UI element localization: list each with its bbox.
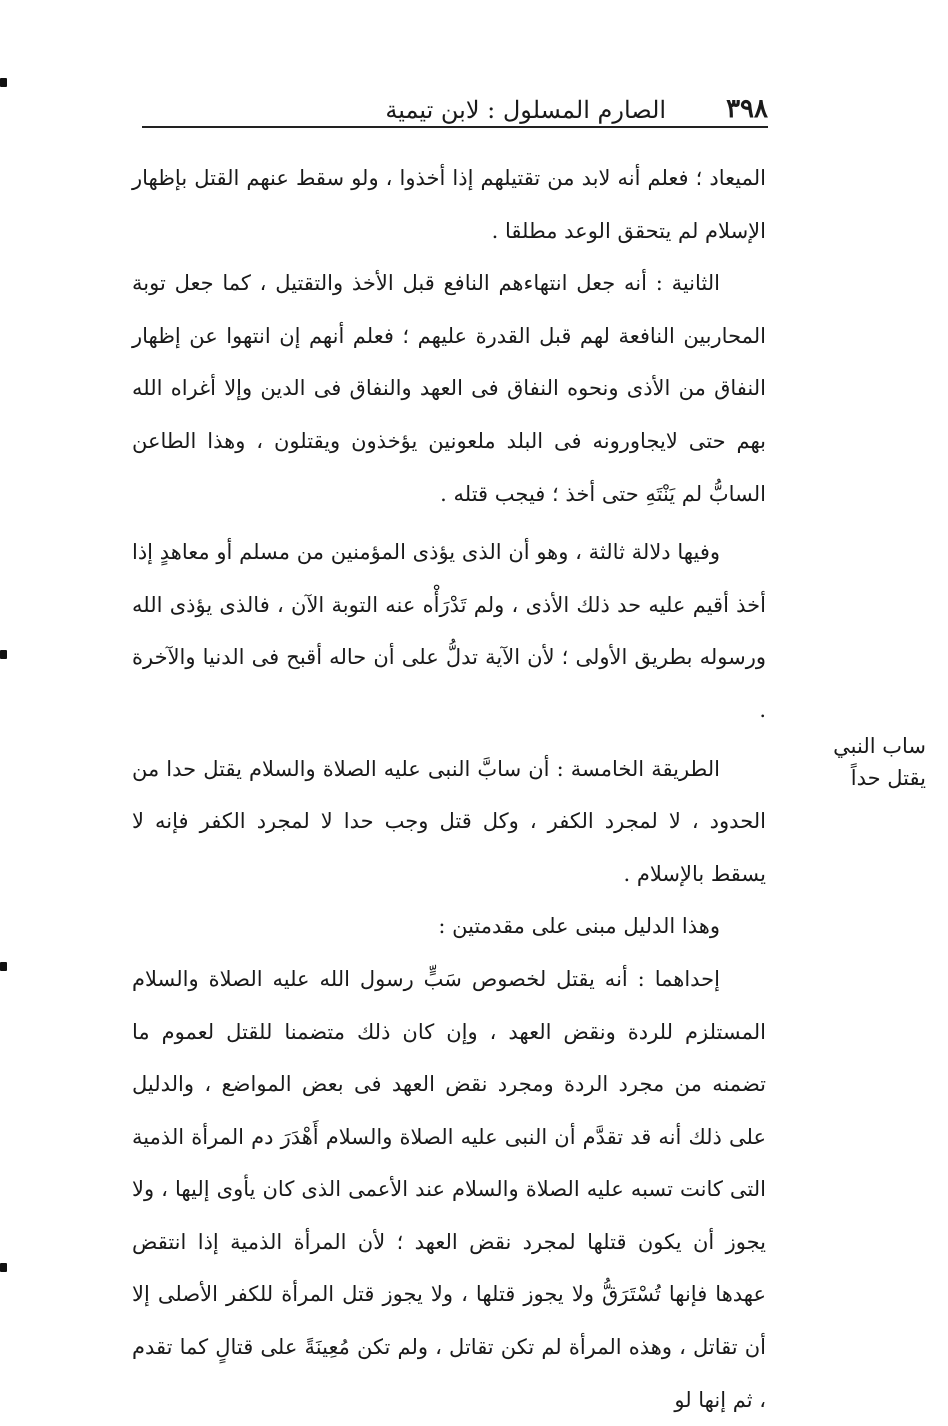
page-header — [142, 78, 768, 124]
paragraph-1: الميعاد ؛ فعلم أنه لابد من تقتيلهم إذا أخذوا ، ولو سقط عنهم القتل بإظهار الإسلام لم يتحقق الوعد مطلقا . — [132, 166, 766, 243]
page-number: ٣٩٨ — [726, 94, 768, 124]
header-rule — [142, 126, 768, 128]
scan-mark — [0, 1263, 7, 1272]
paragraph-5: وهذا الدليل مبنى على مقدمتين : — [438, 914, 720, 939]
margin-note-line-2: يقتل حداً — [850, 766, 926, 790]
paragraph-2: الثانية : أنه جعل انتهاءهم النافع قبل الأخذ والتقتيل ، كما جعل توبة المحاربين النافعة لهم قبل القدرة عليهم ؛ فعلم أنهم إن انتهوا عن إظهار النفاق من الأذى ونحوه النفاق فى العهد والنفاق فى الدين وإلا أغراه الله بهم حتى لايجاورونه فى البلد ملعونين يؤخذون ويقتلون ، وهذا الطاعن السابُّ لم يَنْتَهِ حتى أخذ ؛ فيجب قتله . — [132, 271, 766, 506]
margin-note-line-1: ساب النبي — [833, 734, 926, 758]
scan-mark — [0, 962, 7, 971]
paragraph-3: وفيها دلالة ثالثة ، وهو أن الذى يؤذى المؤمنين من مسلم أو معاهدٍ إذا أخذ أقيم عليه حد ذلك الأذى ، ولم تَدْرَأْه عنه التوبة الآن ، فالذى يؤذى الله ورسوله بطريق الأولى ؛ لأن الآية تدلُّ على أن حاله أقبح فى الدنيا والآخرة . — [132, 540, 766, 722]
paragraph-4: الطريقة الخامسة : أن سابَّ النبى عليه الصلاة والسلام يقتل حدا من الحدود ، لا لمجرد الكفر ، وكل قتل وجب حدا لا لمجرد الكفر فإنه لا يسقط بالإسلام . — [132, 756, 766, 886]
body-text — [132, 152, 766, 1426]
paragraph-6: إحداهما : أنه يقتل لخصوص سَبٍّ رسول الله عليه الصلاة والسلام المستلزم للردة ونقض العهد ، وإن كان ذلك متضمنا للقتل لعموم ما تضمنه من مجرد الردة ومجرد نقض العهد فى بعض المواضع ، والدليل على ذلك أنه قد تقدَّم أن النبى عليه الصلاة والسلام أَهْدَرَ دم المرأة الذمية التى كانت تسبه عليه الصلاة والسلام عند الأعمى الذى كان يأوى إليها ، ولا يجوز أن يكون قتلها لمجرد نقض العهد ؛ لأن المرأة الذمية إذا انتقض عهدها فإنها تُسْتَرَقُّ ولا يجوز قتلها ، ولا يجوز قتل المرأة للكفر الأصلى إلا أن تقاتل ، وهذه المرأة لم تكن تقاتل ، ولم تكن مُعِينَةً على قتالٍ كما تقدم ، ثم إنها لو — [132, 966, 766, 1412]
margin-note — [786, 730, 926, 794]
scan-mark — [0, 650, 7, 659]
running-title: الصارم المسلول : لابن تيمية — [385, 96, 667, 124]
scan-mark — [0, 78, 7, 87]
